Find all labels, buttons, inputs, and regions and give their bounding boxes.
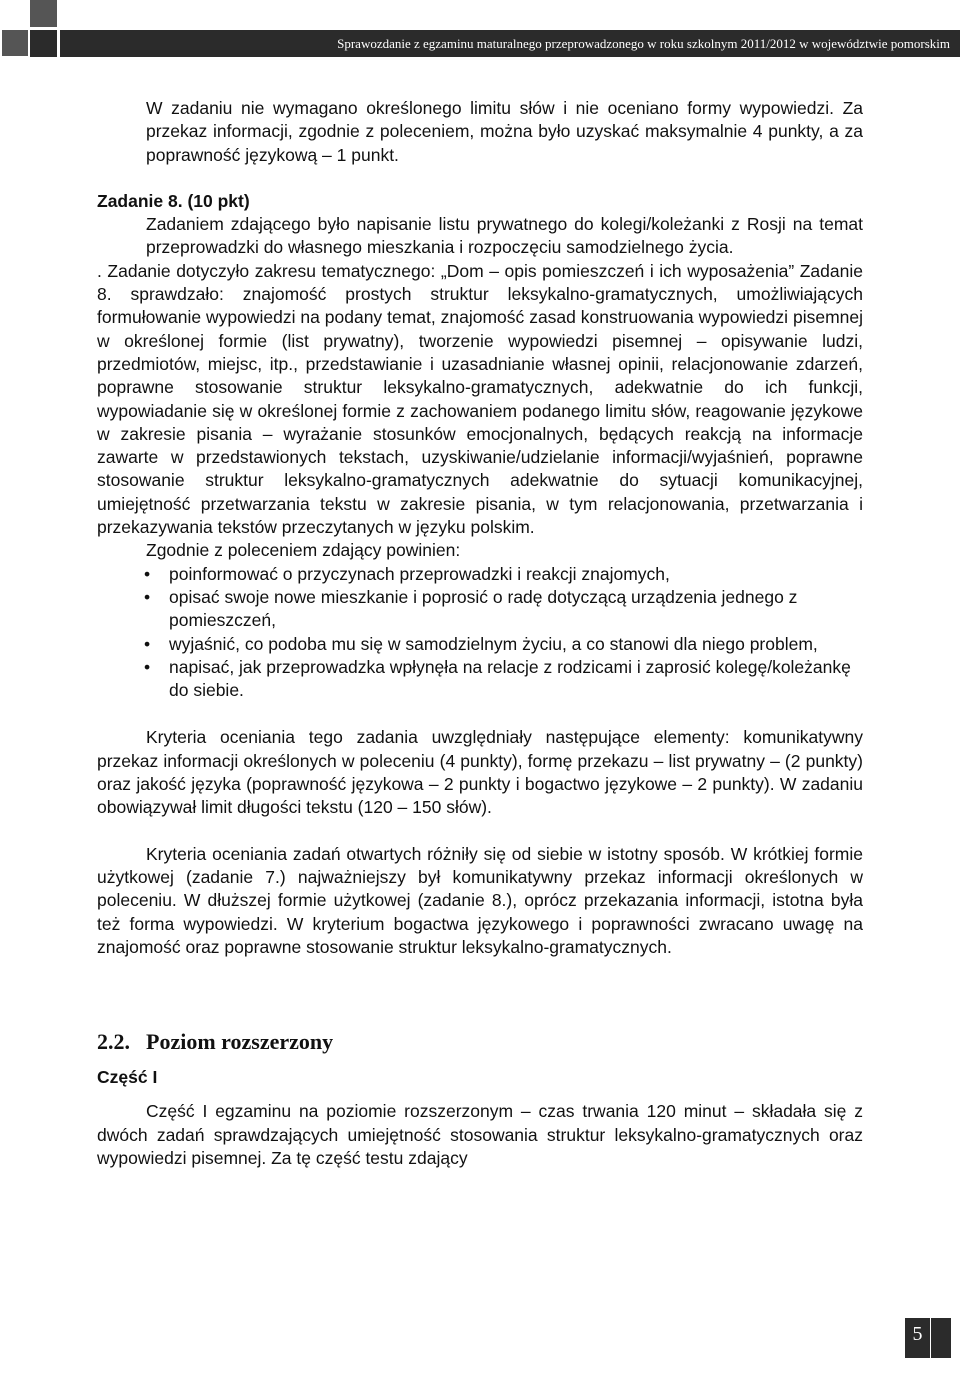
page-number-box-accent: [931, 1318, 951, 1358]
list-item: • napisać, jak przeprowadzka wpłynęła na relacje z rodzicami i zaprosić kolegę/koleżankę do siebie.: [169, 656, 863, 703]
page-number: 5: [912, 1323, 923, 1345]
criteria-paragraph: Kryteria oceniania tego zadania uwzględniały następujące elementy: komunikatywny przekaz informacji określonych w poleceniu (4 punkty), formę przekazu – list prywatny – (2 punkty) oraz jakość języka (poprawność językowa – 2 punkty i bogactwo językowe – 2 punkty). W zadaniu obowiązywał limit długości tekstu (120 – 150 słów).: [97, 727, 863, 818]
header-bar: [60, 30, 960, 57]
section-heading: [97, 1028, 863, 1056]
section-number: 2.2.: [97, 1029, 130, 1055]
paragraph-word-limit: W zadaniu nie wymagano określonego limitu słów i nie oceniano formy wypowiedzi. Za przekaz informacji, zgodnie z poleceniem, można było uzyskać maksymalnie 4 punkty, a za poprawność językową – 1 punkt.: [146, 98, 863, 165]
logo-squares: [0, 0, 60, 60]
task8-heading: Zadanie 8. (10 pkt): [97, 190, 250, 211]
task8-requirements-list: [97, 563, 863, 703]
task8-skills: . Zadanie dotyczyło zakresu tematycznego: „Dom – opis pomieszczeń i ich wyposażenia” Zadanie 8. sprawdzało: znajomość prostych struktur leksykalno-gramatycznych, umożliwiających formułowanie wypowiedzi na podany temat, znajomość zasad konstruowania wypowiedzi pisemnej w określonej formie (list prywatny), tworzenie wypowiedzi pisemnej – opisywanie ludzi, przedmiotów, miejsc, itp., przedstawianie i uzasadnianie własnej opinii, relacjonowanie zdarzeń, poprawne stosowanie struktur leksykalno-gramatycznych, adekwatnie do ich funkcji, wypowiadanie się w określonej formie z zachowaniem podanego limitu słów, reagowanie językowe w zakresie pisania – wyrażanie stosunków emocjonalnych, będących reakcją na informacje zawarte w przedstawionych tekstach, uzyskiwanie/udzielanie informacji/wyjaśnień, poprawne stosowanie struktur leksykalno-gramatycznych adekwatnie do sytuacji komunikacyjnej, umiejętność przetwarzania tekstu w zakresie pisania, w tym relacjonowania, przetwarzania i przekazywania tekstów przeczytanych w języku polskim.: [97, 260, 863, 538]
page-content: [97, 97, 863, 1170]
logo-square: [2, 30, 28, 56]
logo-square: [30, 0, 57, 27]
part-paragraph: Część I egzaminu na poziomie rozszerzonym – czas trwania 120 minut – składała się z dwóch zadań sprawdzających umiejętność stosowania struktur leksykalno-gramatycznych oraz wypowiedzi pisemnej. Za tę część testu zdający: [97, 1101, 863, 1168]
header-title: Sprawozdanie z egzaminu maturalnego przeprowadzonego w roku szkolnym 2011/2012 w województwie pomorskim: [337, 36, 950, 51]
logo-square: [30, 30, 57, 57]
task8-description: Zadaniem zdającego było napisanie listu prywatnego do kolegi/koleżanki z Rosji na temat przeprowadzki do własnego mieszkania i rozpoczęciu samodzielnego życia.: [146, 214, 863, 258]
section-title: Poziom rozszerzony: [146, 1029, 334, 1055]
list-item: • opisać swoje nowe mieszkanie i poprosić o radę dotyczącą urządzenia jednego z pomieszczeń,: [169, 586, 863, 633]
list-item: • poinformować o przyczynach przeprowadzki i reakcji znajomych,: [169, 563, 863, 586]
list-item: • wyjaśnić, co podoba mu się w samodzielnym życiu, a co stanowi dla niego problem,: [169, 633, 863, 656]
task8-intro: Zgodnie z poleceniem zdający powinien:: [146, 540, 461, 561]
criteria-comparison-paragraph: Kryteria oceniania zadań otwartych różniły się od siebie w istotny sposób. W krótkiej formie użytkowej (zadanie 7.) najważniejszy był komunikatywny przekaz informacji określonych w poleceniu. W dłuższej formie użytkowej (zadanie 8.), oprócz przekazania informacji, istotna była też forma wypowiedzi. W kryterium bogactwa językowego i poprawności zwracano uwagę na znajomość oraz poprawne stosowanie struktur leksykalno-gramatycznych.: [97, 843, 863, 957]
part-heading: Część I: [97, 1067, 158, 1088]
